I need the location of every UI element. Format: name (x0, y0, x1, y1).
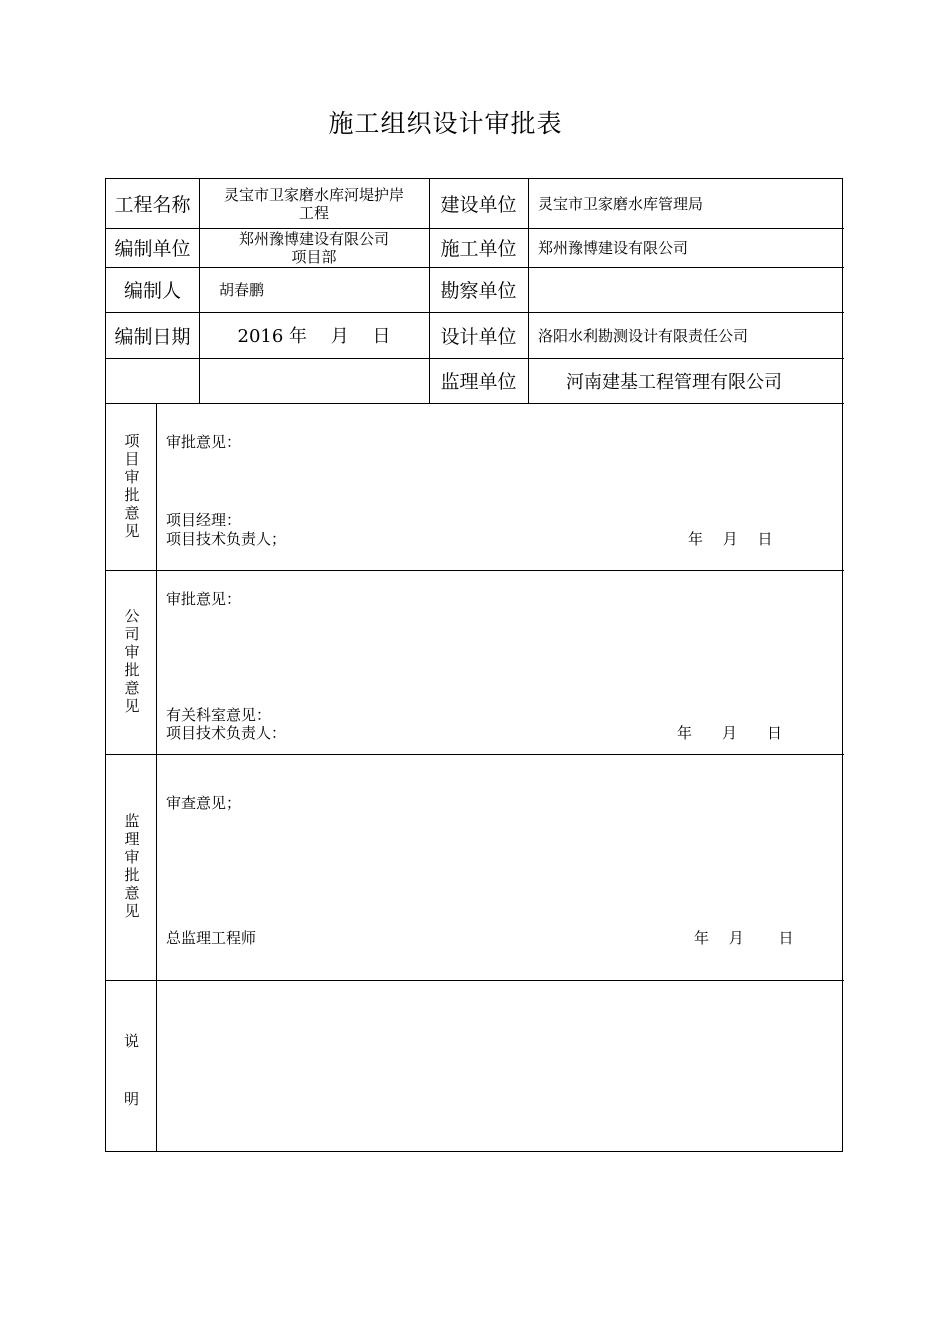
contractor-label: 施工单位 (440, 238, 517, 260)
company-date-label: 年 月 日 (677, 724, 783, 742)
row-divider (106, 403, 844, 404)
empty-label-cell (106, 358, 199, 403)
compiler-unit-label: 编制单位 (114, 238, 191, 260)
row-divider (106, 570, 844, 571)
supervision-unit-label: 监理单位 (440, 371, 517, 393)
compile-date-label: 编制日期 (114, 325, 191, 348)
compile-date-value: 2016 年 月 日 (237, 326, 391, 347)
construction-owner-value: 灵宝市卫家磨水库管理局 (538, 195, 704, 213)
construction-owner-label: 建设单位 (440, 194, 517, 216)
notes-label-1: 说 (124, 1032, 140, 1050)
compiler-label: 编制人 (123, 280, 181, 302)
project-name-label: 工程名称 (114, 194, 191, 216)
chief-supervisor-label: 总监理工程师 (166, 929, 257, 947)
contractor-value: 郑州豫博建设有限公司 (538, 239, 689, 257)
notes-label-2: 明 (124, 1090, 140, 1108)
compiler-value: 胡春鹏 (219, 281, 265, 299)
supervision-unit-value: 河南建基工程管理有限公司 (566, 371, 782, 393)
supervision-approval-side-label: 监理审批意见 (122, 813, 141, 921)
company-tech-lead-label: 项目技术负责人： (166, 724, 287, 742)
row-divider (106, 754, 844, 755)
supervision-opinion-label: 审查意见； (166, 794, 242, 812)
company-approval-side-label: 公司审批意见 (122, 608, 141, 716)
project-name-value (199, 179, 429, 228)
form-title: 施工组织设计审批表 (328, 109, 563, 138)
project-date-label: 年 月 日 (688, 530, 773, 548)
compiler-unit-line1: 郑州豫博建设有限公司 (238, 229, 389, 248)
approval-form-table (105, 178, 843, 1152)
survey-unit-label: 勘察单位 (440, 280, 517, 302)
supervision-date-label: 年 月 日 (694, 929, 794, 947)
project-approval-side-label: 项目审批意见 (122, 432, 141, 541)
design-unit-value: 洛阳水利勘测设计有限责任公司 (538, 326, 749, 345)
company-dept-label: 有关科室意见： (166, 706, 272, 724)
notes-content-area (157, 980, 843, 1151)
project-opinion-label: 审批意见： (166, 433, 242, 451)
project-name-line1: 灵宝市卫家磨水库河堤护岸 (223, 185, 404, 204)
project-name-line2: 工程 (298, 203, 329, 222)
compiler-unit-value (199, 228, 429, 267)
project-manager-label: 项目经理： (166, 511, 242, 529)
design-unit-label: 设计单位 (440, 325, 517, 348)
company-opinion-label: 审批意见： (166, 590, 242, 608)
project-tech-lead-label: 项目技术负责人； (166, 530, 287, 548)
empty-value-cell (199, 358, 429, 403)
compiler-unit-line2: 项目部 (291, 247, 337, 266)
survey-unit-value (538, 267, 838, 312)
